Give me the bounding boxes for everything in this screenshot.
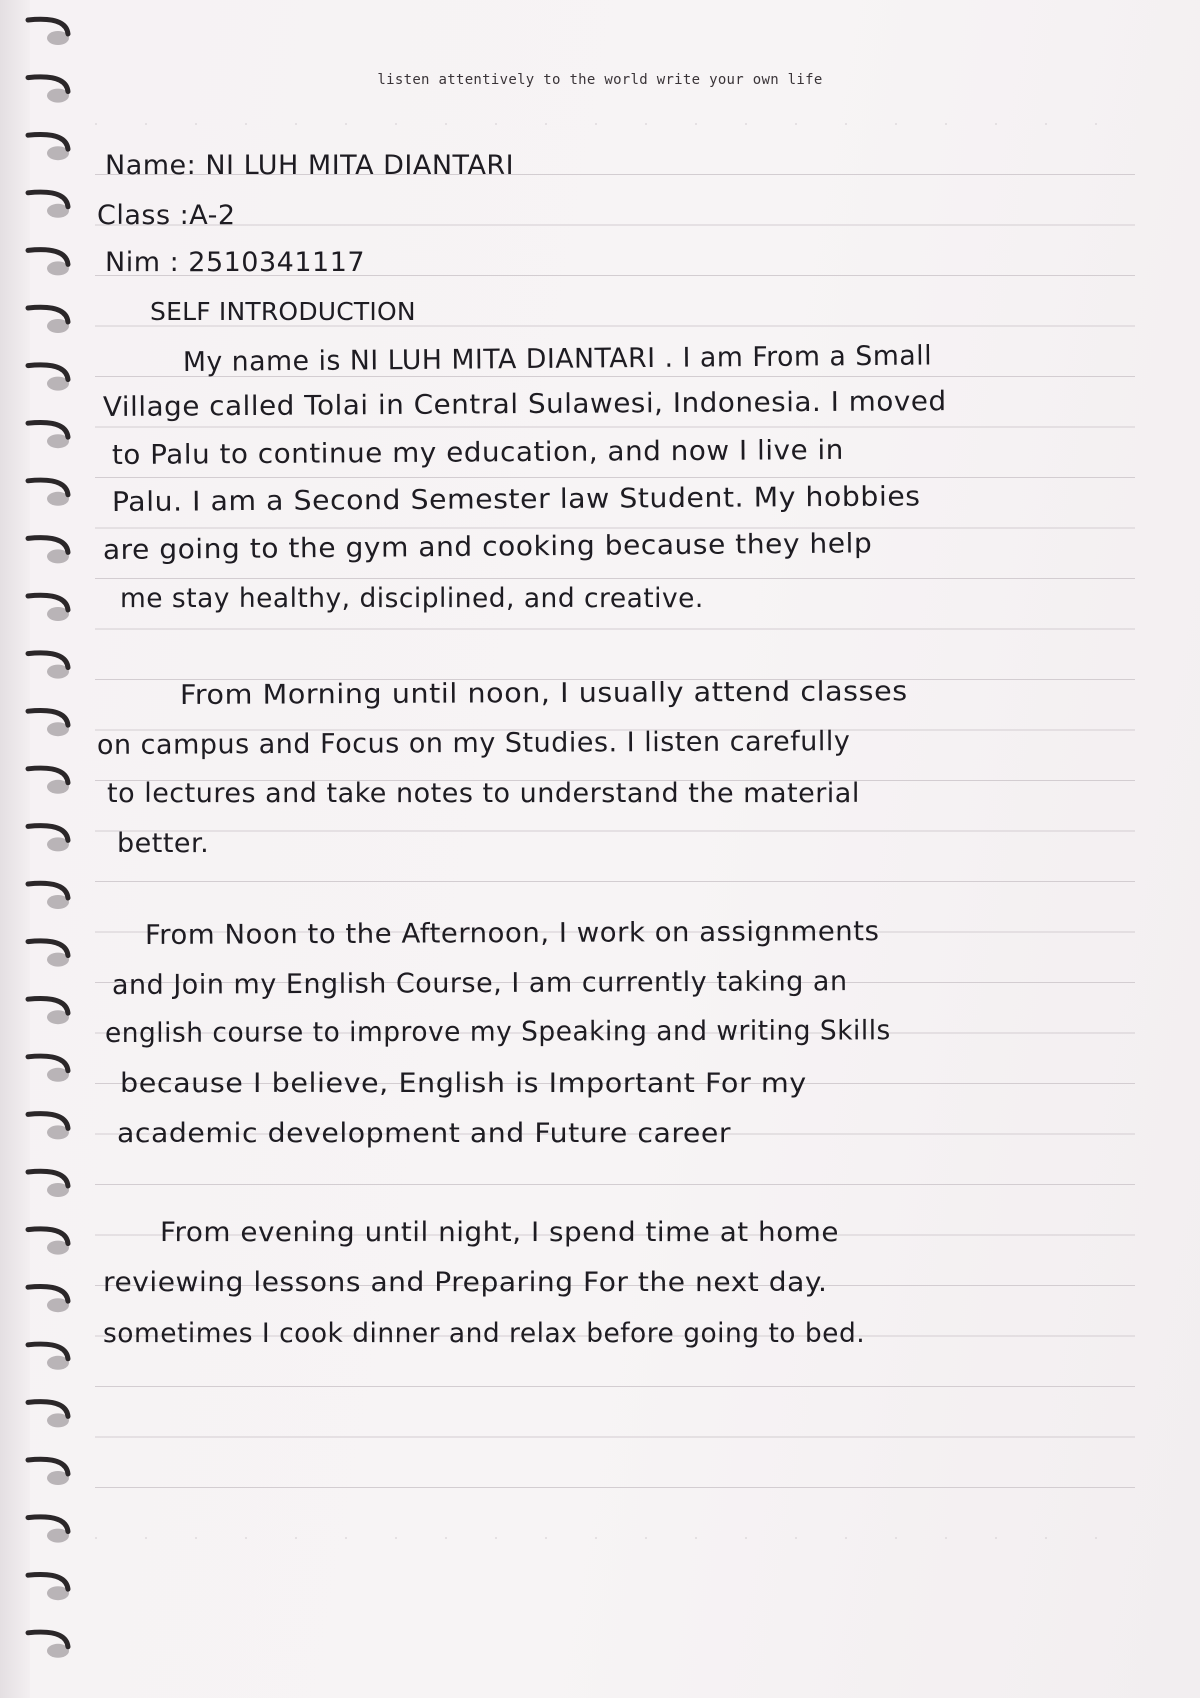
paragraph-line: From evening until night, I spend time at home (160, 1217, 839, 1248)
essay-title: SELF INTRODUCTION (150, 297, 416, 326)
paragraph-line: are going to the gym and cooking because they help (102, 528, 873, 566)
name-field: Name: NI LUH MITA DIANTARI (105, 150, 515, 181)
notebook-header: listen attentively to the world write your own life (377, 72, 823, 88)
paragraph-line: From Morning until noon, I usually attend classes (179, 676, 908, 711)
paragraph-line: and Join my English Course, I am currently taking an (111, 966, 848, 1001)
paragraph-line: academic development and Future career (117, 1118, 732, 1149)
class-field: Class :A-2 (97, 200, 236, 231)
paragraph-line: me stay healthy, disciplined, and creative. (120, 583, 704, 614)
nim-field: Nim : 2510341117 (105, 247, 366, 278)
paragraph-line: Village called Tolai in Central Sulawesi, Indonesia. I moved (102, 386, 947, 423)
paragraph-line: on campus and Focus on my Studies. I listen carefully (96, 726, 851, 761)
paragraph-line: better. (117, 828, 210, 859)
paragraph-line: because I believe, English is Important For my (120, 1068, 807, 1099)
paragraph-line: sometimes I cook dinner and relax before going to bed. (103, 1318, 866, 1349)
paragraph-line: My name is NI LUH MITA DIANTARI . I am From a Small (182, 340, 933, 378)
paragraph-line: to Palu to continue my education, and now I live in (111, 434, 844, 471)
paragraph-line: reviewing lessons and Preparing For the next day. (103, 1267, 828, 1298)
paragraph-line: From Noon to the Afternoon, I work on assignments (144, 916, 880, 951)
paragraph-line: english course to improve my Speaking and writing Skills (104, 1015, 891, 1049)
paragraph-line: Palu. I am a Second Semester law Student. My hobbies (111, 481, 921, 518)
paragraph-line: to lectures and take notes to understand the material (107, 778, 860, 809)
